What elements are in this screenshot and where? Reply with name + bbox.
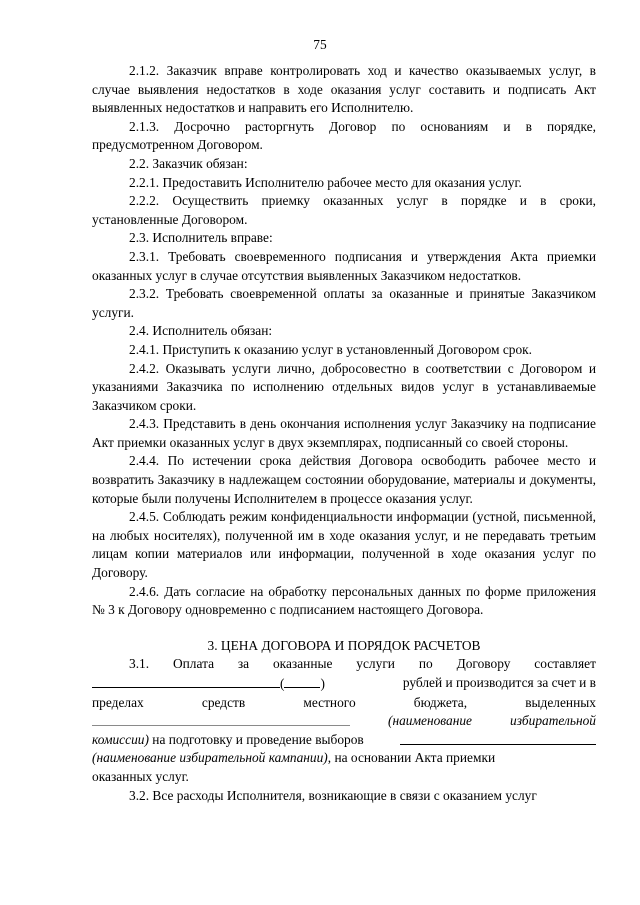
elections-text: на подготовку и проведение выборов	[152, 731, 364, 747]
clause-3-1-word: по	[418, 656, 433, 672]
election-name-blank[interactable]	[400, 731, 596, 745]
clause-3-1-word: бюджета,	[413, 694, 468, 710]
clause-3-1-line-6	[92, 749, 596, 768]
amount-paren-open: (	[280, 676, 285, 691]
clause-3-1-line-7: оказанных услуг.	[92, 768, 189, 784]
clause-2-4-5: 2.4.5. Соблюдать режим конфиденциальности информации (устной, письменной, на любых носителях), полученной им в ходе оказания услуг, и не передавать третьим лицам копии материалов или информации, полученной в ходе оказания услуг по Договору.	[92, 509, 596, 581]
clause-3-1-word: оказанные	[272, 656, 333, 672]
payment-source-text: рублей и производится за счет и в	[402, 675, 596, 690]
document-body	[92, 62, 596, 805]
clause-3-1-word: за	[237, 656, 250, 672]
campaign-text-group	[92, 749, 495, 768]
clause-3-1-word: средств	[201, 694, 246, 710]
clause-3-1-line-2	[92, 674, 596, 694]
clause-3-1-line-4	[92, 712, 596, 731]
amount-fill-group	[92, 674, 325, 694]
commission-hint: избирательной	[510, 713, 596, 729]
act-basis-text: , на основании Акта приемки	[327, 750, 496, 766]
clause-2-2-2: 2.2.2. Осуществить приемку оказанных услуг в порядке и в сроки, установленные Договором.	[92, 193, 596, 227]
clause-2-4-4: 2.4.4. По истечении срока действия Договора освободить рабочее место и возвратить Заказчику в надлежащем состоянии оборудование, материалы и документы, которые были получены Исполнителем в процессе оказания услуг.	[92, 453, 596, 506]
clause-2-1-3: 2.1.3. Досрочно расторгнуть Договор по основаниям и в порядке, предусмотренном Договором.	[92, 118, 596, 153]
clause-2-4: 2.4. Исполнитель обязан:	[129, 323, 273, 339]
clause-3-1-line-5	[92, 731, 596, 750]
commission-hint: (наименование	[387, 713, 473, 729]
clause-3-1-word: 3.1.	[129, 656, 150, 672]
clause-3-1-word: пределах	[92, 694, 144, 710]
clause-3-2: 3.2. Все расходы Исполнителя, возникающие в связи с оказанием услуг	[129, 787, 537, 803]
amount-blank[interactable]	[92, 674, 280, 688]
amount-paren-close: )	[320, 676, 325, 691]
commission-name-blank[interactable]	[92, 712, 350, 726]
clause-3-1-word: Оплата	[172, 656, 215, 672]
clause-3-1-word: услуги	[356, 656, 395, 672]
clause-3-1-line-1	[92, 655, 596, 674]
clause-3-1-word: составляет	[534, 656, 596, 672]
amount-words-blank[interactable]	[284, 674, 320, 688]
commission-hint-end: комиссии)	[92, 731, 149, 747]
clause-3-1-line-3	[92, 694, 596, 713]
clause-2-4-2: 2.4.2. Оказывать услуги лично, добросовестно в соответствии с Договором и указаниями Заказчика по исполнению отдельных видов услуг в устанавливаемые Заказчиком сроки.	[92, 360, 596, 413]
clause-3-1-word: Договору	[456, 656, 511, 672]
clause-3-1-word: выделенных	[525, 694, 596, 710]
section-3-title: 3. ЦЕНА ДОГОВОРА И ПОРЯДОК РАСЧЕТОВ	[207, 637, 481, 653]
clause-2-2: 2.2. Заказчик обязан:	[129, 155, 248, 171]
campaign-hint: (наименование избирательной кампании)	[92, 750, 328, 766]
clause-2-3: 2.3. Исполнитель вправе:	[129, 230, 273, 246]
clause-2-3-1: 2.3.1. Требовать своевременного подписания и утверждения Акта приемки оказанных услуг в случае отсутствия выявленных Заказчиком недостатков.	[92, 248, 596, 283]
clause-2-4-6: 2.4.6. Дать согласие на обработку персональных данных по форме приложения № 3 к Договору одновременно с подписанием настоящего Договора.	[92, 583, 596, 618]
clause-2-2-1: 2.2.1. Предоставить Исполнителю рабочее место для оказания услуг.	[129, 174, 522, 190]
clause-2-4-3: 2.4.3. Представить в день окончания исполнения услуг Заказчику на подписание Акт приемки оказанных услуг в двух экземплярах, подписанный со своей стороны.	[92, 416, 596, 450]
elections-text-group	[92, 731, 364, 750]
clause-2-3-2: 2.3.2. Требовать своевременной оплаты за оказанные и принятые Заказчиком услуги.	[92, 286, 596, 320]
clause-3-1-word: местного	[303, 694, 356, 710]
clause-2-4-1: 2.4.1. Приступить к оказанию услуг в установленный Договором срок.	[129, 341, 533, 357]
clause-2-1-2: 2.1.2. Заказчик вправе контролировать ход и качество оказываемых услуг, в случае выявления недостатков в ходе оказания услуг составить и подписать Акт выявленных недостатков и направить его Исполнителю.	[92, 63, 596, 116]
page-number: 75	[313, 37, 327, 52]
